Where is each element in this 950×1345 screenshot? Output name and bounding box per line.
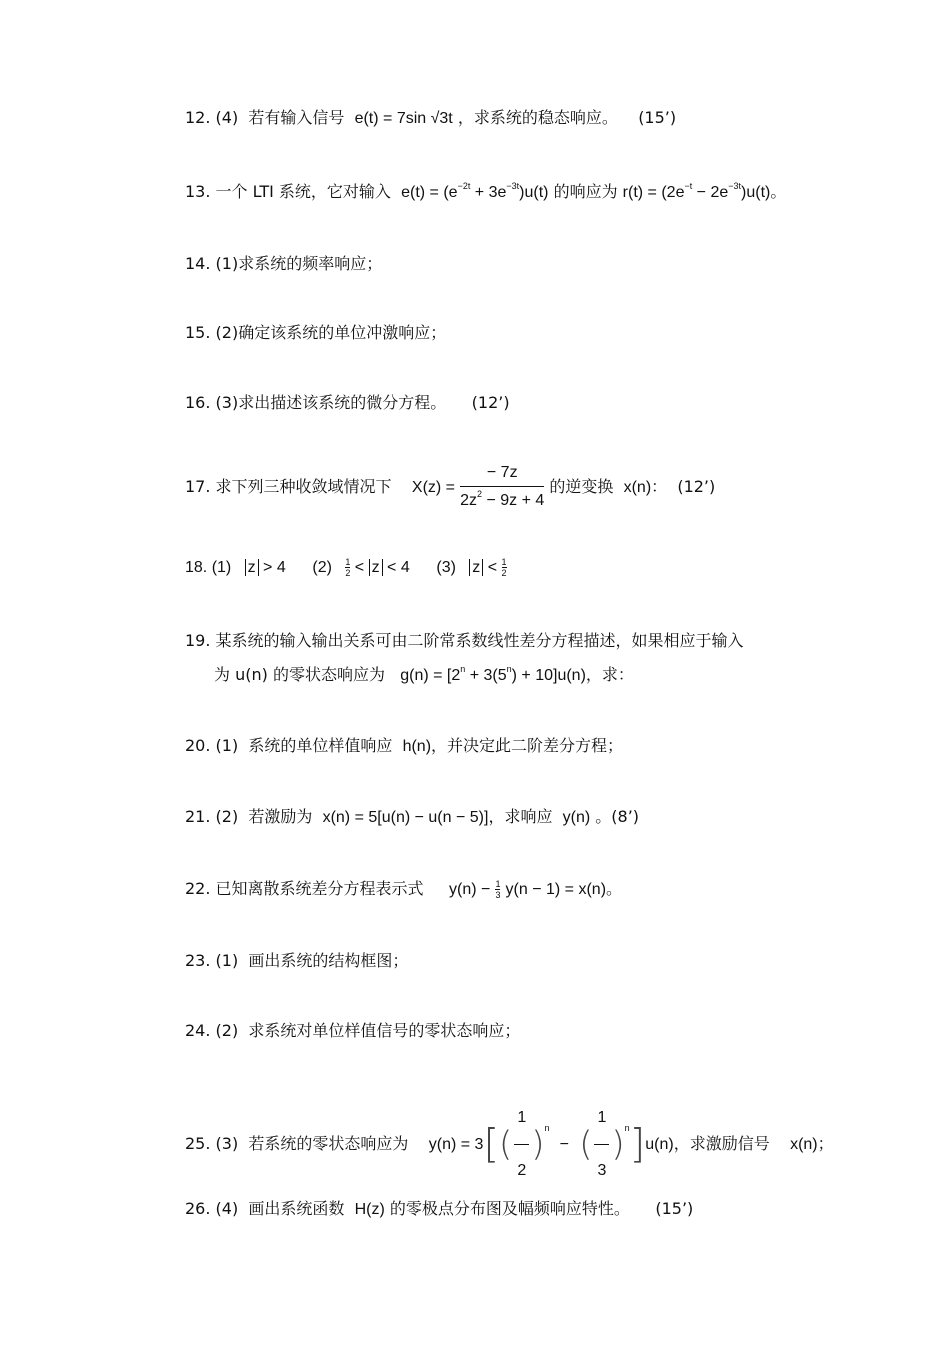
score: (12’) — [471, 393, 510, 412]
math-expression: y(n) — [562, 809, 591, 826]
problem-text: 已知离散系统差分方程表示式 — [215, 879, 424, 898]
problem-text: ，求响应 — [488, 807, 553, 826]
problem-text: 的零极点分布图及幅频响应特性。 — [389, 1199, 630, 1218]
math-expression — [400, 664, 586, 684]
left-paren: ( — [579, 1124, 593, 1165]
fraction-numerator: 1 — [495, 879, 501, 889]
fraction — [594, 1092, 609, 1197]
problem-number: 13. — [185, 182, 211, 201]
math-expression: u(n) — [645, 1136, 674, 1153]
small-fraction — [495, 879, 500, 900]
expr-part: < 4 — [382, 559, 410, 576]
problem-text: 求系统对单位样值信号的零状态响应； — [248, 1021, 521, 1040]
problem-text: ，求： — [585, 665, 634, 684]
problem-text: 确定该系统的单位冲激响应； — [238, 323, 447, 342]
left-bracket: [ — [483, 1121, 500, 1168]
subpart-tag: (4) — [215, 108, 239, 127]
expr-part: r(t) = (2e — [622, 184, 685, 201]
case-tag: (2) — [312, 559, 332, 576]
exponent: 2 — [477, 489, 483, 499]
problem-number: 19. — [185, 631, 211, 650]
problem-text: 。 — [770, 182, 787, 201]
problem-text: ，求系统的稳态响应。 — [457, 108, 618, 127]
math-expression — [401, 181, 549, 201]
abs-value: z — [469, 559, 483, 576]
abs-value: z — [245, 559, 259, 576]
problem-number: 23. — [185, 951, 211, 970]
expr-part: ) + 10]u(n) — [511, 667, 586, 684]
case-tag: (1) — [211, 559, 232, 576]
problem-25 — [185, 1092, 834, 1197]
exponent: n — [506, 664, 512, 674]
fraction — [514, 1092, 529, 1197]
subpart-tag: (4) — [215, 1199, 239, 1218]
problem-number: 26. — [185, 1199, 211, 1218]
problem-number: 17. — [185, 477, 211, 496]
fraction-numerator: 1 — [594, 1092, 609, 1145]
problem-text: 。 — [606, 879, 623, 898]
exponent: n — [624, 1123, 630, 1133]
expr-part: < — [483, 559, 502, 576]
problem-22 — [185, 878, 622, 901]
fraction-denominator: 2 — [345, 568, 351, 579]
problem-17 — [185, 462, 715, 513]
expr-part: )u(t) — [741, 184, 771, 201]
subpart-tag: (2) — [215, 807, 239, 826]
problem-number: 18. — [185, 559, 208, 576]
math-expression: x(n)： — [623, 479, 668, 496]
score: (12’) — [677, 477, 716, 496]
problem-19-continued — [214, 664, 634, 688]
expr-part: g(n) = [2 — [400, 667, 461, 684]
case-tag: (3) — [436, 559, 456, 576]
problem-14 — [185, 253, 382, 275]
problem-number: 14. — [185, 254, 211, 273]
math-lhs: X(z) = — [411, 479, 456, 496]
math-expression: x(n)； — [790, 1136, 834, 1153]
fraction-denominator: 2 — [517, 1162, 527, 1179]
problem-text: 系统的单位样值响应 — [248, 736, 393, 755]
subpart-tag: (1) — [215, 951, 239, 970]
fraction-numerator: 1 — [514, 1092, 529, 1145]
right-paren: ) — [531, 1124, 545, 1165]
expr-part: < — [350, 559, 369, 576]
problem-text: ，求激励信号 — [673, 1134, 770, 1153]
problem-text: 的响应为 — [553, 182, 618, 201]
problem-20 — [185, 735, 623, 758]
problem-text: 一个 LTI 系统，它对输入 — [215, 182, 391, 201]
problem-text: 若系统的零状态响应为 — [248, 1134, 409, 1153]
math-expression: y(n − 1) = x(n) — [505, 881, 607, 898]
problem-number: 16. — [185, 393, 211, 412]
subpart-tag: (3) — [215, 1134, 239, 1153]
problem-text: 若有输入信号 — [248, 108, 345, 127]
problem-text: 的逆变换 — [549, 477, 614, 496]
problem-12 — [185, 107, 676, 130]
fraction-denominator: 2 — [501, 568, 507, 579]
left-paren: ( — [499, 1124, 513, 1165]
problem-number: 21. — [185, 807, 211, 826]
minus-sign: − — [559, 1136, 570, 1153]
math-expression: h(n) — [402, 738, 432, 755]
fraction-denominator: 3 — [495, 890, 501, 900]
problem-21 — [185, 806, 639, 829]
expr-part: > 4 — [258, 559, 286, 576]
exponent: n — [460, 664, 466, 674]
problem-26 — [185, 1198, 693, 1221]
problem-text: 若激励为 — [248, 807, 313, 826]
problem-text: 。(8’) — [595, 807, 640, 826]
fraction-numerator: 1 — [501, 557, 507, 568]
exponent: −2t — [457, 181, 471, 191]
expr-part: + 3(5 — [465, 667, 507, 684]
problem-number: 12. — [185, 108, 211, 127]
problem-number: 25. — [185, 1134, 211, 1153]
problem-19 — [185, 630, 744, 652]
abs-value: z — [369, 559, 383, 576]
problem-text: 画出系统的结构框图； — [248, 951, 409, 970]
problem-23 — [185, 950, 408, 972]
problem-text: 求系统的频率响应； — [238, 254, 383, 273]
fraction-numerator: − 7z — [460, 462, 544, 487]
problem-16 — [185, 392, 510, 414]
problem-text: 求出描述该系统的微分方程。 — [238, 393, 447, 412]
fraction — [460, 462, 544, 513]
expr-part: − 2e — [692, 184, 729, 201]
right-bracket: ] — [629, 1121, 646, 1168]
problem-13 — [185, 181, 786, 205]
exponent: −3t — [506, 181, 520, 191]
problem-number: 24. — [185, 1021, 211, 1040]
problem-number: 15. — [185, 323, 211, 342]
problem-text: 求下列三种收敛域情况下 — [215, 477, 392, 496]
problem-24 — [185, 1020, 520, 1042]
fraction-denominator: 3 — [597, 1162, 607, 1179]
math-expression: H(z) — [354, 1201, 385, 1218]
problem-text: ，并决定此二阶差分方程； — [431, 736, 624, 755]
problem-number: 20. — [185, 736, 211, 755]
exponent: n — [544, 1123, 550, 1133]
problem-text: 画出系统函数 — [248, 1199, 345, 1218]
problem-15 — [185, 322, 446, 344]
fraction-denominator — [460, 487, 544, 513]
exponent: −3t — [728, 181, 742, 191]
problem-18 — [185, 557, 507, 579]
score: (15’) — [655, 1199, 694, 1218]
math-expression: y(n) = 3 — [428, 1136, 484, 1153]
subpart-tag: (1) — [215, 254, 239, 273]
subpart-tag: (2) — [215, 323, 239, 342]
small-fraction — [502, 557, 507, 578]
expr-part: e(t) = (e — [401, 184, 458, 201]
right-paren: ) — [611, 1124, 625, 1165]
score: (15’) — [638, 108, 677, 127]
subpart-tag: (2) — [215, 1021, 239, 1040]
subpart-tag: (1) — [215, 736, 239, 755]
exponent: −t — [684, 181, 693, 191]
expr-part: 2z — [460, 492, 478, 509]
math-expression — [622, 181, 771, 201]
math-expression: e(t) = 7sin √3t — [354, 110, 453, 127]
problem-number: 22. — [185, 879, 211, 898]
math-expression: y(n) − — [449, 881, 491, 898]
subpart-tag: (3) — [215, 393, 239, 412]
problem-text: 为 u(n) 的零状态响应为 — [214, 665, 385, 684]
math-expression: x(n) = 5[u(n) − u(n − 5)] — [322, 809, 489, 826]
problem-text: 某系统的输入输出关系可由二阶常系数线性差分方程描述，如果相应于输入 — [215, 631, 744, 650]
expr-part: + 3e — [470, 184, 507, 201]
fraction-numerator: 1 — [345, 557, 351, 568]
expr-part: − 9z + 4 — [482, 492, 545, 509]
expr-part: )u(t) — [519, 184, 549, 201]
